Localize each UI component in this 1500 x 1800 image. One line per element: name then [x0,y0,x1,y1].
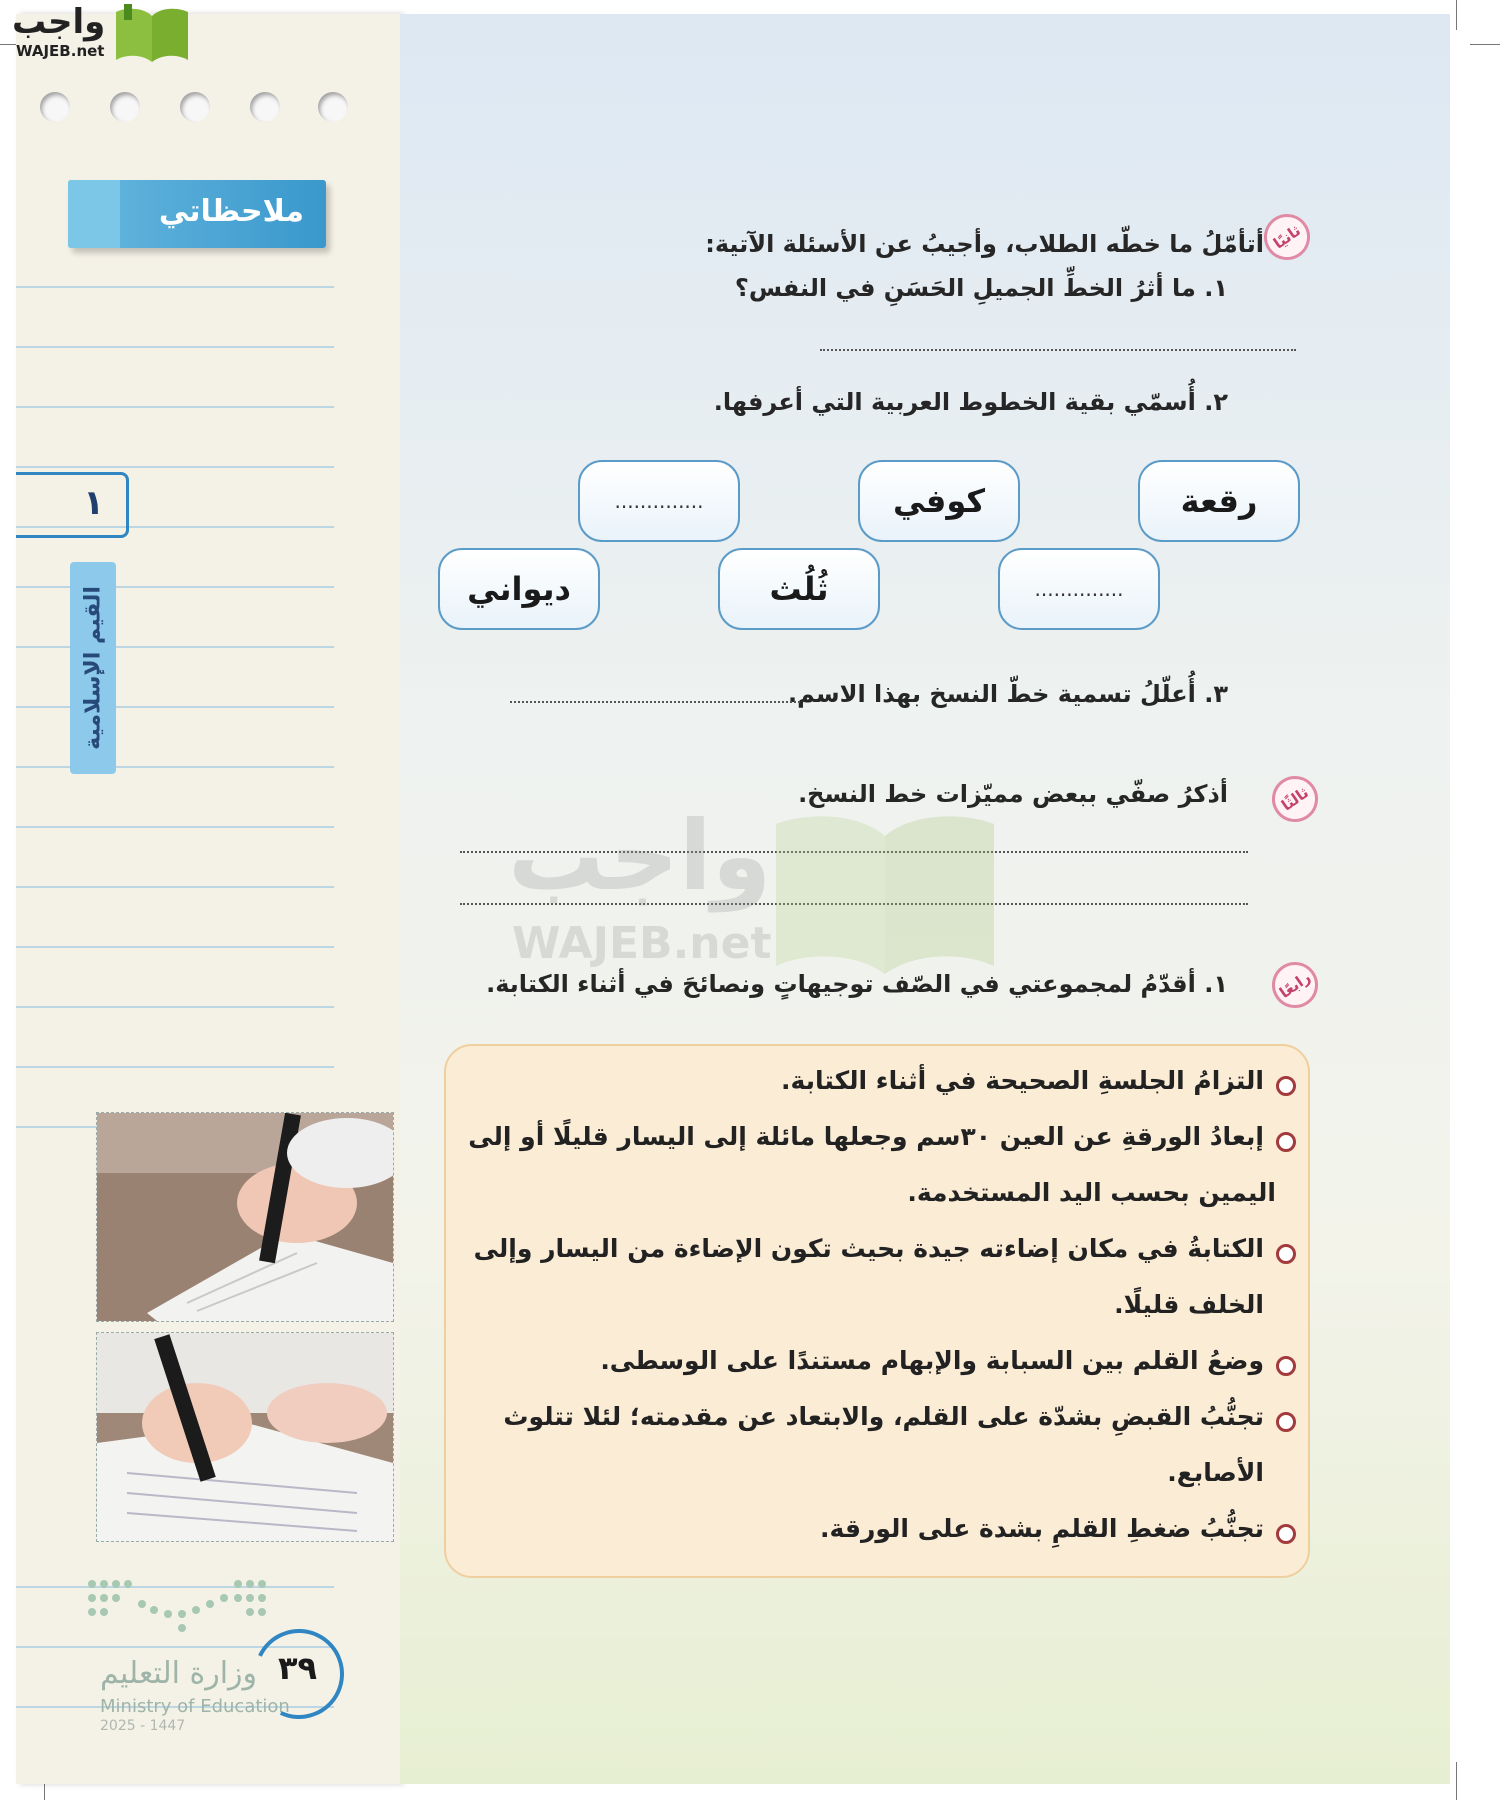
ruled-line [16,706,334,708]
section-four-badge: رابعًا [1263,953,1327,1017]
tip-item-continued: الأصابع. [1167,1458,1264,1487]
binder-hole [250,92,280,122]
ministry-logo-icon [82,1574,272,1634]
binder-hole [40,92,70,122]
font-box-ruqah: رقعة [1138,460,1300,542]
crop-mark [1456,0,1457,30]
answer-line[interactable] [820,348,1296,351]
ruled-line [16,586,334,588]
notes-label: ملاحظاتي [158,194,304,229]
ruled-line [16,886,334,888]
bullet-icon [1276,1524,1296,1544]
font-box-blank[interactable]: .............. [578,460,740,542]
unit-number: ١ [83,483,104,523]
notes-tab-stripe [68,180,120,248]
bullet-icon [1276,1356,1296,1376]
tip-item-continued: الخلف قليلًا. [1114,1290,1264,1319]
question-3: ٣. أُعلّلُ تسمية خطّ النسخ بهذا الاسم. [788,680,1228,708]
watermark-latin: WAJEB.net [512,918,772,969]
bullet-icon [1276,1132,1296,1152]
tips-box [444,1044,1310,1578]
book-logo-icon [112,4,192,64]
tip-item: وضعُ القلم بين السبابة والإبهام مستندًا على الوسطى. [600,1346,1264,1375]
watermark-book-icon [770,806,1000,976]
crop-mark [1456,1762,1457,1800]
ruled-line [16,826,334,828]
logo-arabic: واجب [12,2,106,42]
bullet-icon [1276,1076,1296,1096]
ruled-line [16,646,334,648]
font-box-thuluth: ثُلُث [718,548,880,630]
photo-hand-writing [96,1112,394,1322]
answer-line[interactable] [510,700,800,703]
watermark-arabic: واجب [508,800,772,912]
logo-latin: WAJEB.net [16,42,105,60]
ministry-name-arabic: وزارة التعليم [100,1656,258,1691]
section-four-prompt: ١. أقدّمُ لمجموعتي في الصّف توجيهاتٍ ونصائحَ في أثناء الكتابة. [486,970,1228,998]
site-logo [8,0,193,70]
question-1: ١. ما أثرُ الخطِّ الجميلِ الحَسَنِ في النفس؟ [734,274,1228,302]
unit-number-bracket [16,472,129,538]
page-number: ٣٩ [278,1649,318,1687]
binder-hole [180,92,210,122]
section-three-badge: ثالثًا [1263,767,1327,831]
section-two-badge: ثانيًا [1255,205,1319,269]
photo-child-writing [96,1332,394,1542]
section-three-prompt: أذكرُ صفّي ببعض مميّزات خط النسخ. [798,780,1228,808]
subject-tab [70,562,116,774]
font-box-diwani: ديواني [438,548,600,630]
bullet-icon [1276,1244,1296,1264]
binder-hole [318,92,348,122]
ruled-line [16,1066,334,1068]
ruled-line [16,1006,334,1008]
section-two-intro: أتأمّلُ ما خطّه الطلاب، وأجيبُ عن الأسئلة الآتية: [705,230,1264,258]
ministry-year: 2025 - 1447 [100,1718,186,1734]
ruled-line [16,946,334,948]
tip-item: إبعادُ الورقةِ عن العين ٣٠سم وجعلها مائلة إلى اليسار قليلًا أو إلى [468,1122,1264,1151]
ruled-line [16,346,334,348]
tip-item: تجنُّبُ ضغطِ القلمِ بشدة على الورقة. [819,1514,1264,1543]
subject-label: القيم الإسلامية [80,586,106,750]
binder-hole [110,92,140,122]
font-box-blank[interactable]: .............. [998,548,1160,630]
notes-sidebar [16,14,400,1784]
ruled-line [16,766,334,768]
notes-tab [68,180,326,248]
watermark [500,800,1020,980]
tip-item: التزامُ الجلسةِ الصحيحة في أثناء الكتابة. [780,1066,1264,1095]
tip-item-continued: اليمين بحسب اليد المستخدمة. [907,1178,1276,1207]
crop-mark [1470,44,1500,45]
tip-item: الكتابةُ في مكان إضاءته جيدة بحيث تكون الإضاءة من اليسار وإلى [473,1234,1264,1263]
bullet-icon [1276,1412,1296,1432]
ruled-line [16,466,334,468]
tip-item: تجنُّبُ القبضِ بشدّة على القلم، والابتعاد عن مقدمته؛ لئلا تتلوث [503,1402,1264,1431]
ruled-line [16,406,334,408]
ministry-name-english: Ministry of Education [100,1696,290,1717]
font-box-kufi: كوفي [858,460,1020,542]
question-2: ٢. أُسمّي بقية الخطوط العربية التي أعرفها. [713,388,1228,416]
ruled-line [16,286,334,288]
